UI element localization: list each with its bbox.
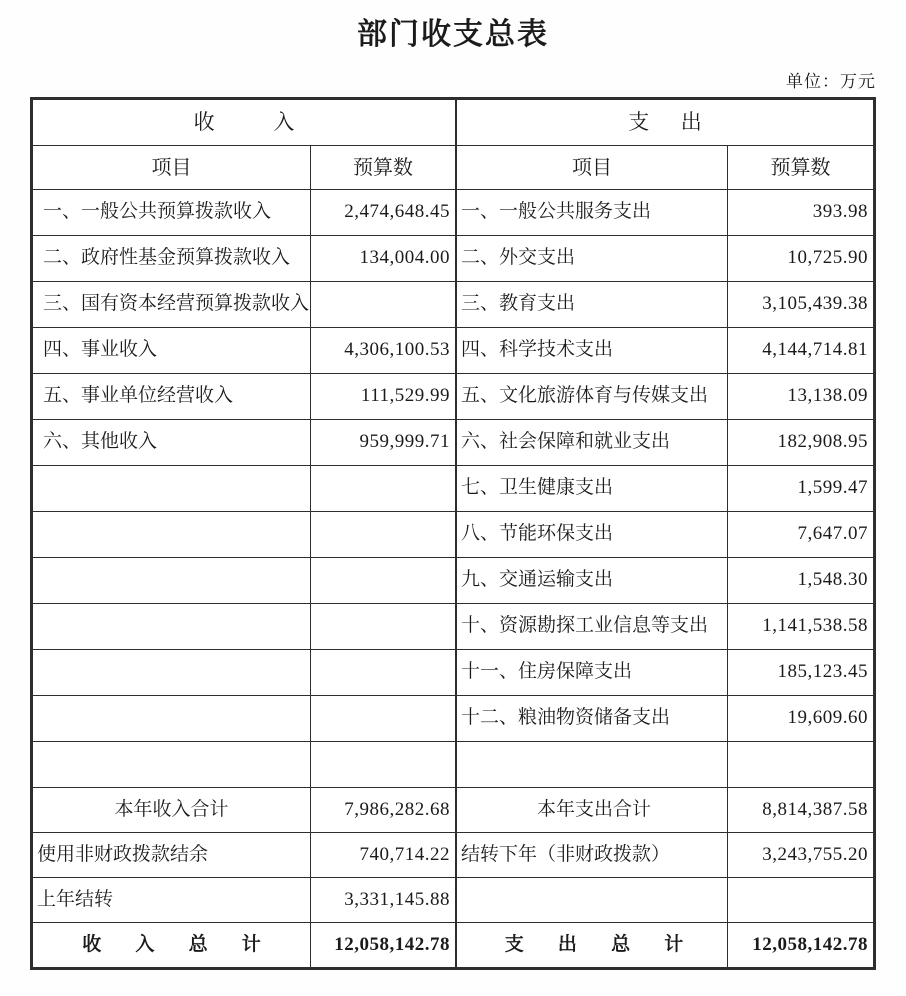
item-cell: 十二、粮油物资储备支出 — [457, 696, 728, 742]
item-cell — [33, 558, 311, 604]
item-cell — [457, 878, 728, 923]
value-cell: 111,529.99 — [311, 374, 456, 420]
expenditure-budget-column-header: 预算数 — [728, 146, 874, 190]
item-cell: 五、事业单位经营收入 — [33, 374, 311, 420]
table-row — [33, 236, 456, 282]
table-row — [33, 650, 456, 696]
income-section-header: 收入 — [33, 100, 456, 146]
table-row — [457, 558, 874, 604]
expenditure-subtotal-value: 8,814,387.58 — [728, 788, 874, 833]
value-cell: 4,306,100.53 — [311, 328, 456, 374]
unit-label: 单位：万元 — [786, 72, 876, 91]
table-row — [33, 466, 456, 512]
value-cell: 19,609.60 — [728, 696, 874, 742]
item-cell: 七、卫生健康支出 — [457, 466, 728, 512]
expenditure-carryover-next-year-row — [457, 833, 874, 878]
expenditure-total-value: 12,058,142.78 — [728, 923, 874, 968]
item-cell: 三、国有资本经营预算拨款收入 — [33, 282, 311, 328]
table-row — [33, 420, 456, 466]
table-row — [457, 650, 874, 696]
item-cell: 二、政府性基金预算拨款收入 — [33, 236, 311, 282]
table-row — [33, 328, 456, 374]
item-cell: 十、资源勘探工业信息等支出 — [457, 604, 728, 650]
value-cell: 13,138.09 — [728, 374, 874, 420]
table-row — [33, 374, 456, 420]
income-header-row — [33, 100, 456, 146]
value-cell — [311, 282, 456, 328]
value-cell: 2,474,648.45 — [311, 190, 456, 236]
table-row — [457, 512, 874, 558]
expenditure-total-label: 支出总计 — [457, 923, 728, 968]
income-section — [32, 99, 456, 968]
expenditure-carryover-next-year-value: 3,243,755.20 — [728, 833, 874, 878]
value-cell: 1,548.30 — [728, 558, 874, 604]
item-cell: 四、科学技术支出 — [457, 328, 728, 374]
expenditure-item-column-header: 项目 — [457, 146, 728, 190]
expenditure-column-header-row — [457, 146, 874, 190]
value-cell: 10,725.90 — [728, 236, 874, 282]
value-cell — [311, 604, 456, 650]
income-subtotal-value: 7,986,282.68 — [311, 788, 456, 833]
item-cell: 六、其他收入 — [33, 420, 311, 466]
value-cell — [311, 650, 456, 696]
item-cell — [33, 650, 311, 696]
income-non-fiscal-balance-row — [33, 833, 456, 878]
income-prev-year-carryover-label: 上年结转 — [33, 878, 311, 923]
expenditure-carryover-next-year-label: 结转下年（非财政拨款） — [457, 833, 728, 878]
value-cell: 1,141,538.58 — [728, 604, 874, 650]
income-total-row — [33, 923, 456, 968]
value-cell — [311, 558, 456, 604]
income-subtotal-label: 本年收入合计 — [33, 788, 311, 833]
income-column-header-row — [33, 146, 456, 190]
income-total-value: 12,058,142.78 — [311, 923, 456, 968]
item-cell: 四、事业收入 — [33, 328, 311, 374]
value-cell: 959,999.71 — [311, 420, 456, 466]
table-row — [457, 190, 874, 236]
expenditure-blank-row — [457, 878, 874, 923]
value-cell — [311, 696, 456, 742]
value-cell: 7,647.07 — [728, 512, 874, 558]
income-non-fiscal-balance-label: 使用非财政拨款结余 — [33, 833, 311, 878]
item-cell: 六、社会保障和就业支出 — [457, 420, 728, 466]
expenditure-section-header: 支出 — [457, 100, 874, 146]
income-prev-year-carryover-value: 3,331,145.88 — [311, 878, 456, 923]
item-cell — [33, 696, 311, 742]
value-cell: 134,004.00 — [311, 236, 456, 282]
table-row — [457, 282, 874, 328]
table-row — [457, 696, 874, 742]
item-cell: 十一、住房保障支出 — [457, 650, 728, 696]
value-cell: 3,105,439.38 — [728, 282, 874, 328]
value-cell: 185,123.45 — [728, 650, 874, 696]
income-total-label: 收入总计 — [33, 923, 311, 968]
table-row — [33, 604, 456, 650]
table-row — [457, 466, 874, 512]
expenditure-header-row — [457, 100, 874, 146]
expenditure-total-row — [457, 923, 874, 968]
item-cell — [457, 742, 728, 788]
expenditure-subtotal-row — [457, 788, 874, 833]
page-title: 部门收支总表 — [357, 18, 549, 51]
expenditure-section — [456, 99, 874, 968]
value-cell: 393.98 — [728, 190, 874, 236]
value-cell: 4,144,714.81 — [728, 328, 874, 374]
table-row — [33, 282, 456, 328]
item-cell — [33, 742, 311, 788]
value-cell — [728, 878, 874, 923]
item-cell — [33, 466, 311, 512]
income-non-fiscal-balance-value: 740,714.22 — [311, 833, 456, 878]
table-row — [457, 604, 874, 650]
income-budget-column-header: 预算数 — [311, 146, 456, 190]
item-cell — [33, 604, 311, 650]
table-row — [33, 742, 456, 788]
value-cell: 182,908.95 — [728, 420, 874, 466]
item-cell: 八、节能环保支出 — [457, 512, 728, 558]
income-prev-year-carryover-row — [33, 878, 456, 923]
table-row — [33, 696, 456, 742]
item-cell — [33, 512, 311, 558]
item-cell: 一、一般公共服务支出 — [457, 190, 728, 236]
expenditure-subtotal-label: 本年支出合计 — [457, 788, 728, 833]
table-row — [33, 558, 456, 604]
value-cell — [311, 466, 456, 512]
item-cell: 五、文化旅游体育与传媒支出 — [457, 374, 728, 420]
income-item-column-header: 项目 — [33, 146, 311, 190]
value-cell — [311, 742, 456, 788]
table-row — [457, 328, 874, 374]
table-row — [33, 512, 456, 558]
item-cell: 九、交通运输支出 — [457, 558, 728, 604]
item-cell: 三、教育支出 — [457, 282, 728, 328]
table-row — [457, 742, 874, 788]
value-cell: 1,599.47 — [728, 466, 874, 512]
value-cell — [728, 742, 874, 788]
income-subtotal-row — [33, 788, 456, 833]
table-row — [457, 374, 874, 420]
value-cell — [311, 512, 456, 558]
item-cell: 二、外交支出 — [457, 236, 728, 282]
item-cell: 一、一般公共预算拨款收入 — [33, 190, 311, 236]
table-row — [457, 420, 874, 466]
table-row — [457, 236, 874, 282]
table-row — [33, 190, 456, 236]
budget-table — [30, 97, 876, 970]
